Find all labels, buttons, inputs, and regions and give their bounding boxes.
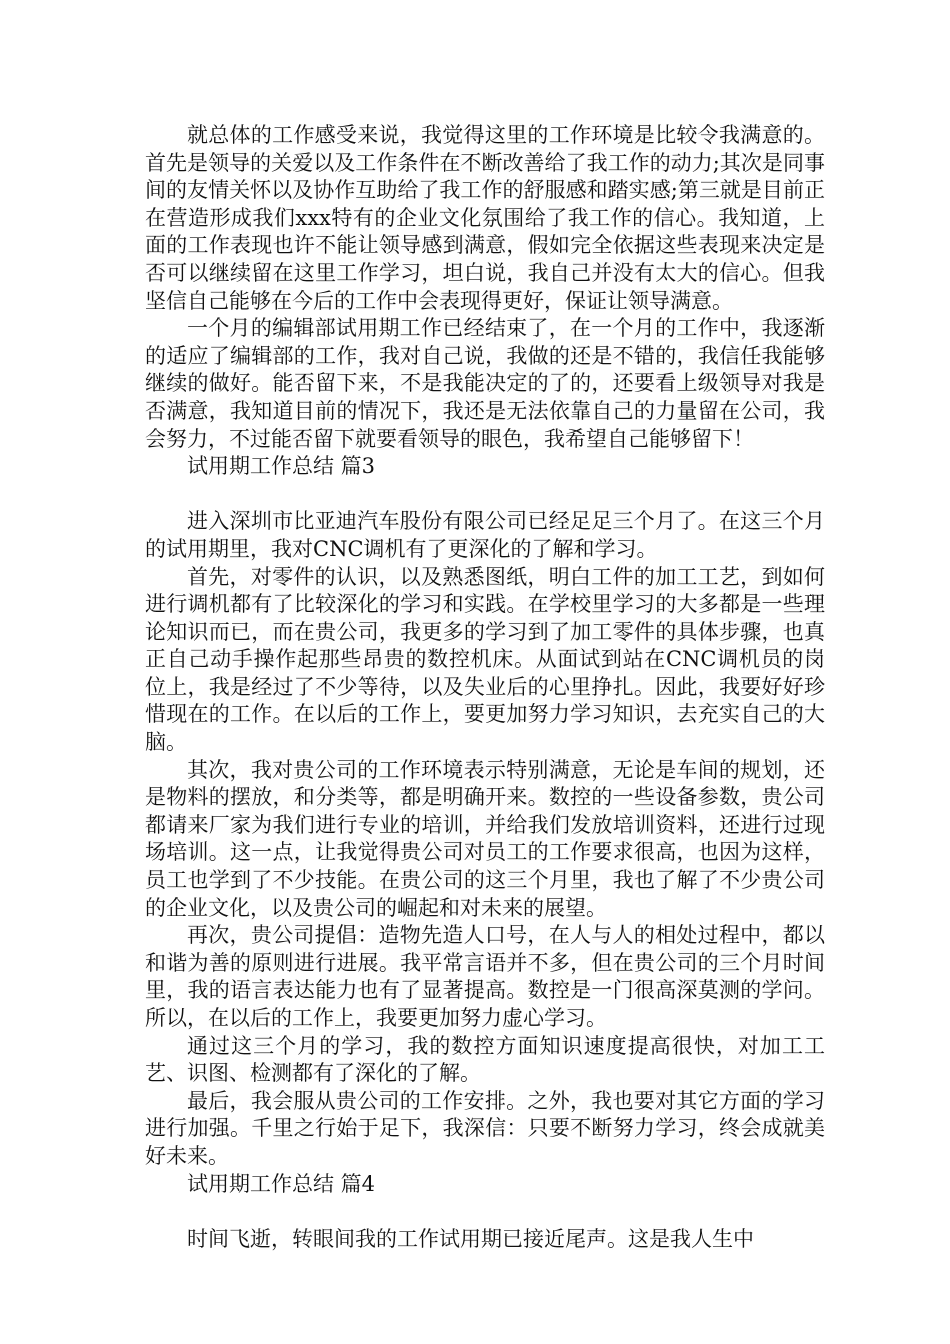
paragraph-work-feelings: 就总体的工作感受来说，我觉得这里的工作环境是比较令我满意的。首先是领导的关爱以及工作条件在不断改善给了我工作的动力;其次是同事间的友情关怀以及协作互助给了我工作的舒服感和踏实感;第三就是目前正在营造形成我们xxx特有的企业文化氛围给了我工作的信心。我知道，上面的工作表现也许不能让领导感到满意，假如完全依据这些表现来决定是否可以继续留在这里工作学习，坦白说，我自己并没有太大的信心。但我坚信自己能够在今后的工作中会表现得更好，保证让领导满意。	[145, 123, 825, 313]
paragraph-finally: 最后，我会服从贵公司的工作安排。之外，我也要对其它方面的学习进行加强。千里之行始于足下，我深信：只要不断努力学习，终会成就美好未来。	[145, 1088, 825, 1168]
paragraph-byd-intro: 进入深圳市比亚迪汽车股份有限公司已经足足三个月了。在这三个月的试用期里，我对CNC调机有了更深化的了解和学习。	[145, 509, 825, 561]
section-heading-3: 试用期工作总结 篇3	[187, 454, 376, 479]
paragraph-third: 再次，贵公司提倡：造物先造人口号，在人与人的相处过程中，都以和谐为善的原则进行进展。我平常言语并不多，但在贵公司的三个月时间里，我的语言表达能力也有了显著提高。数控是一门很高深莫测的学问。所以，在以后的工作上，我要更加努力虚心学习。	[145, 923, 825, 1030]
section-heading-4: 试用期工作总结 篇4	[187, 1171, 376, 1196]
paragraph-editorial-probation: 一个月的编辑部试用期工作已经结束了，在一个月的工作中，我逐渐的适应了编辑部的工作，我对自己说，我做的还是不错的，我信任我能够继续的做好。能否留下来，不是我能决定的了的，还要看上级领导对我是否满意，我知道目前的情况下，我还是无法依靠自己的力量留在公司，我会努力，不过能否留下就要看领导的眼色，我希望自己能够留下！	[145, 316, 825, 451]
document-body	[145, 122, 825, 1253]
paragraph-first: 首先，对零件的认识，以及熟悉图纸，明白工件的加工工艺，到如何进行调机都有了比较深化的学习和实践。在学校里学习的大多都是一些理论知识而已，而在贵公司，我更多的学习到了加工零件的具体步骤，也真正自己动手操作起那些昂贵的数控机床。从面试到站在CNC调机员的岗位上，我是经过了不少等待，以及失业后的心里挣扎。因此，我要好好珍惜现在的工作。在以后的工作上，要更加努力学习知识，去充实自己的大脑。	[145, 564, 825, 755]
paragraph-second: 其次，我对贵公司的工作环境表示特别满意，无论是车间的规划，还是物料的摆放，和分类等，都是明确开来。数控的一些设备参数，贵公司都请来厂家为我们进行专业的培训，并给我们发放培训资料，还进行过现场培训。这一点，让我觉得贵公司对员工的工作要求很高，也因为这样，员工也学到了不少技能。在贵公司的这三个月里，我也了解了不少贵公司的企业文化，以及贵公司的崛起和对未来的展望。	[145, 757, 825, 920]
paragraph-time-flies: 时间飞逝，转眼间我的工作试用期已接近尾声。这是我人生中	[187, 1226, 754, 1251]
paragraph-learning: 通过这三个月的学习，我的数控方面知识速度提高很快，对加工工艺、识图、检测都有了深化的了解。	[145, 1033, 825, 1086]
